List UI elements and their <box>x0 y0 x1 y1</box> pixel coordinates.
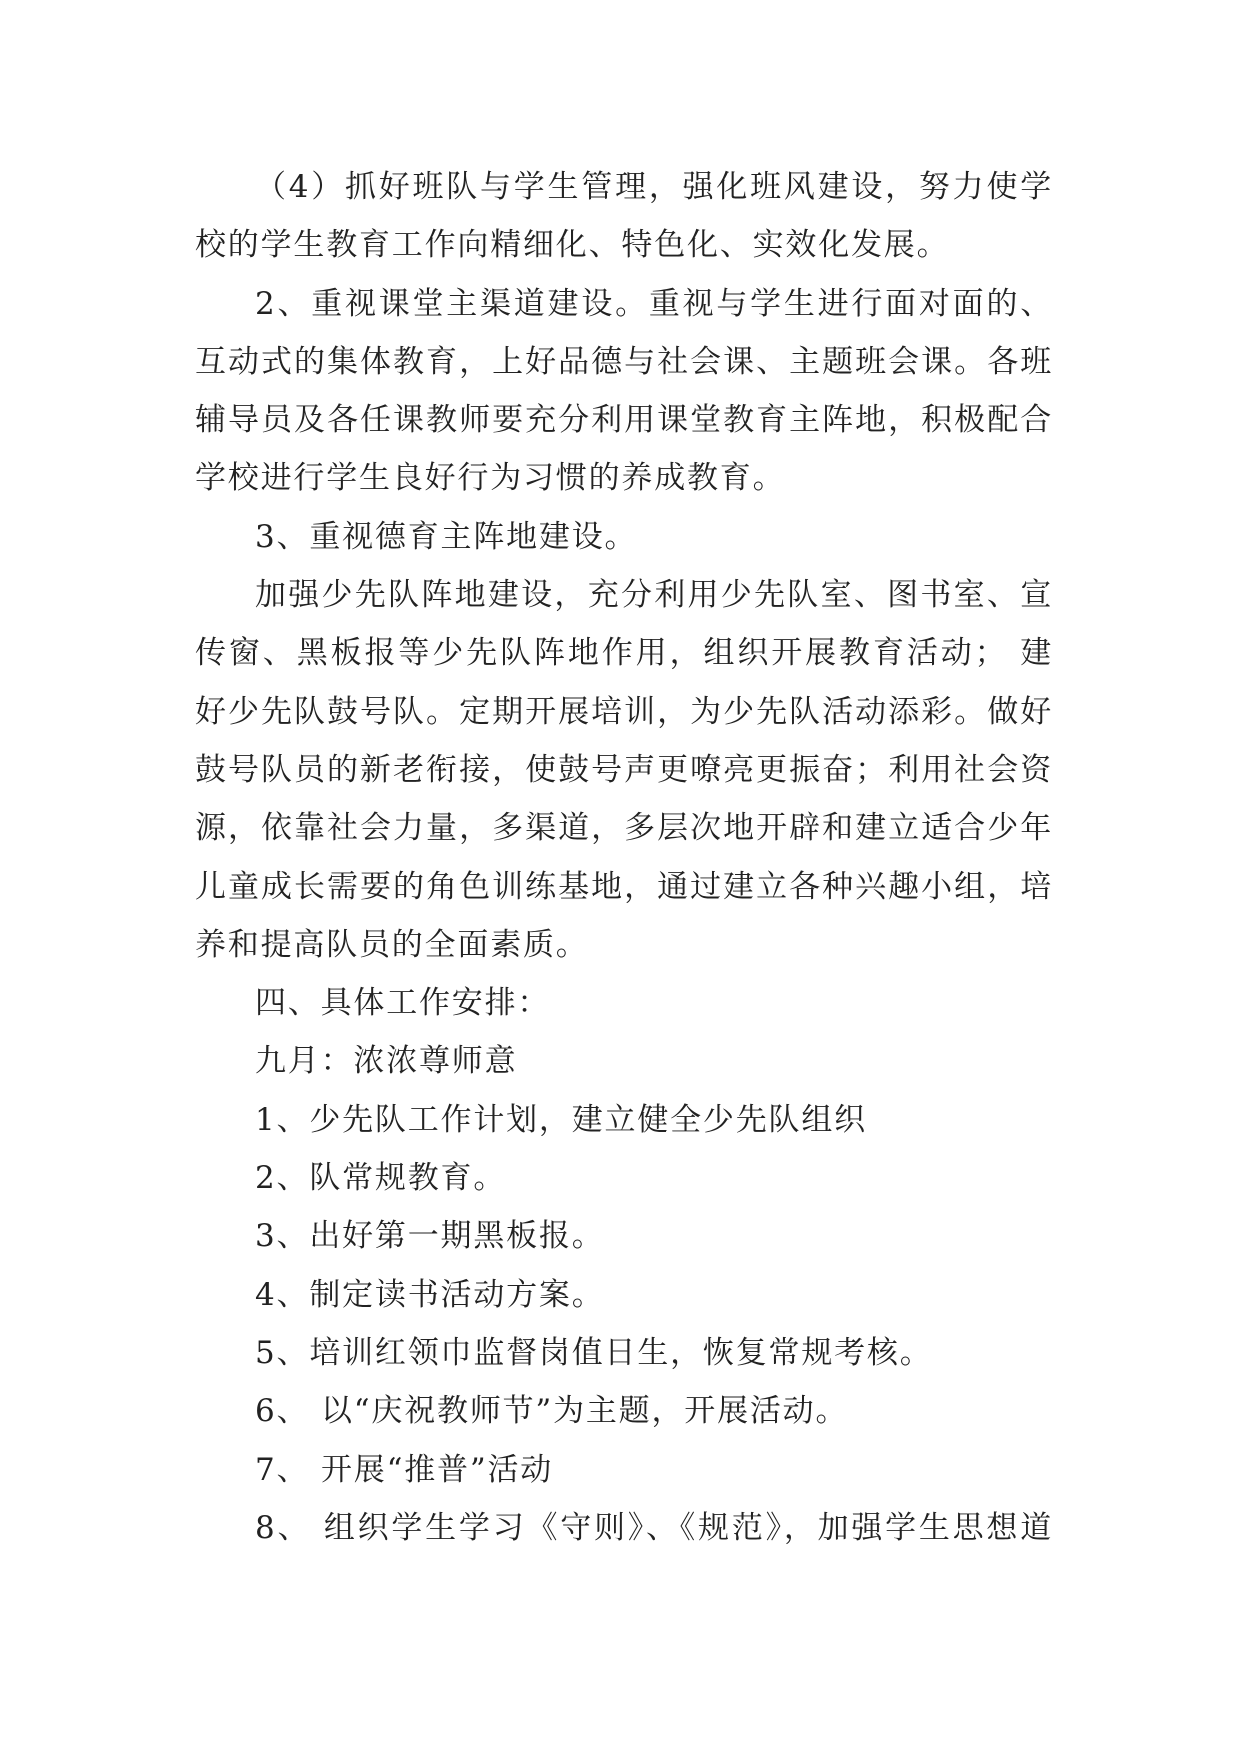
text-line: 3、出好第一期黑板报。 <box>255 1218 605 1255</box>
text-line: 2、队常规教育。 <box>255 1160 507 1197</box>
text-line: 4、制定读书活动方案。 <box>255 1276 605 1313</box>
text-line: 5、培训红领巾监督岗值日生，恢复常规考核。 <box>255 1334 933 1371</box>
text-line: 校的学生教育工作向精细化、特色化、实效化发展。 <box>195 227 950 264</box>
text-line: 鼓号队员的新老衔接，使鼓号声更嘹亮更振奋；利用社会资 <box>195 751 1053 788</box>
text-line: 四、具体工作安排： <box>255 985 551 1022</box>
text-line: 1、少先队工作计划，建立健全少先队组织 <box>255 1101 867 1138</box>
text-line: 好少先队鼓号队。定期开展培训，为少先队活动添彩。做好 <box>195 693 1053 730</box>
text-line: 2、重视课堂主渠道建设。重视与学生进行面对面的、 <box>255 285 1053 322</box>
text-line: 儿童成长需要的角色训练基地，通过建立各种兴趣小组，培 <box>195 868 1053 905</box>
text-line: 传窗、黑板报等少先队阵地作用，组织开展教育活动； 建 <box>195 635 1053 672</box>
text-line: 8、 组织学生学习《守则》、《规范》，加强学生思想道 <box>255 1509 1053 1546</box>
text-line: 3、重视德育主阵地建设。 <box>255 518 638 555</box>
text-line: 互动式的集体教育，上好品德与社会课、主题班会课。各班 <box>195 343 1053 380</box>
text-line: 6、 以“庆祝教师节”为主题，开展活动。 <box>255 1393 849 1430</box>
text-line: 7、 开展“推普”活动 <box>255 1451 554 1488</box>
text-line: 养和提高队员的全面素质。 <box>195 926 589 963</box>
text-line: 辅导员及各任课教师要充分利用课堂教育主阵地，积极配合 <box>195 402 1053 439</box>
text-line: （4）抓好班队与学生管理，强化班风建设，努力使学 <box>255 169 1053 205</box>
text-line: 学校进行学生良好行为习惯的养成教育。 <box>195 460 786 497</box>
text-line: 源，依靠社会力量，多渠道，多层次地开辟和建立适合少年 <box>195 810 1053 847</box>
text-line: 加强少先队阵地建设，充分利用少先队室、图书室、宣 <box>255 577 1053 614</box>
text-line: 九月：浓浓尊师意 <box>255 1043 518 1080</box>
document-body <box>195 158 1053 1557</box>
